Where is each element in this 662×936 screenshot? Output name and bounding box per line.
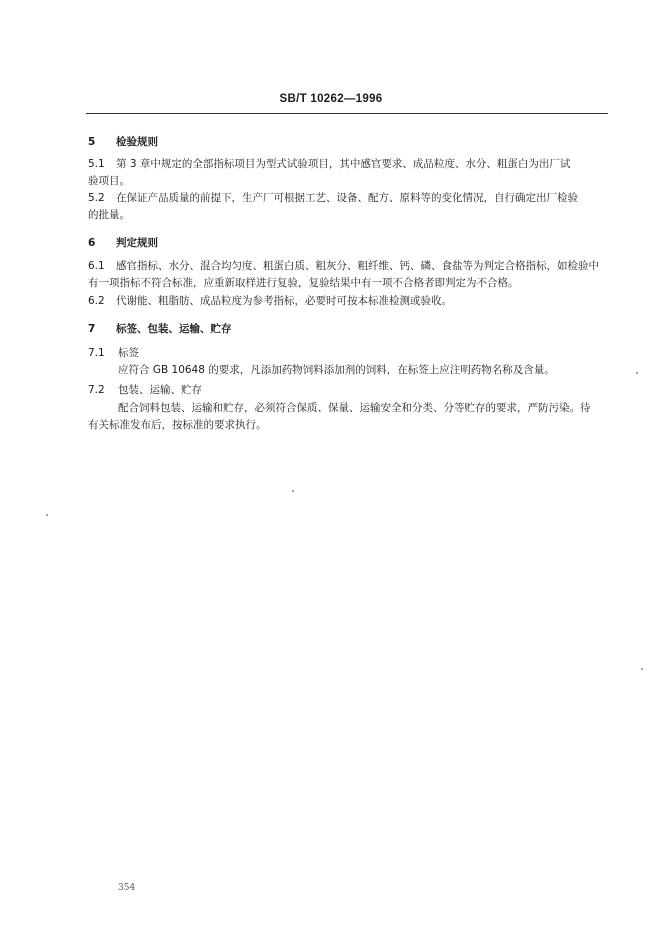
clause-text: 在保证产品质量的前提下，生产厂可根据工艺、设备、配方、原料等的变化情况，自行确定出厂检验 — [116, 192, 578, 204]
scan-speck — [636, 372, 638, 374]
clause-text: 感官指标、水分、混合均匀度、粗蛋白质、粗灰分、粗纤维、钙、磷、食盐等为判定合格指标，如检验中 — [116, 260, 599, 272]
section-number: 7 — [88, 323, 96, 335]
section-number: 5 — [88, 136, 96, 148]
clause-number: 5.2 — [88, 192, 105, 204]
clause-number: 6.1 — [88, 260, 105, 272]
section-title: 检验规则 — [116, 136, 158, 148]
clause-5-2 — [88, 191, 578, 205]
scan-speck — [292, 490, 294, 492]
clause-6-1-cont: 有一项指标不符合标准，应重新取样进行复验，复验结果中有一项不合格者即判定为不合格。 — [88, 277, 519, 289]
section-title: 判定规则 — [116, 237, 158, 249]
scan-speck — [641, 668, 643, 670]
section-5-heading — [88, 135, 158, 149]
clause-6-1 — [88, 259, 599, 273]
clause-title: 标签 — [118, 347, 139, 359]
clause-7-1-body: 应符合 GB 10648 的要求，凡添加药物饲料添加剂的饲料，在标签上应注明药物名称及含量。 — [118, 364, 555, 376]
clause-7-2-body-cont: 有关标准发布后，按标准的要求执行。 — [88, 419, 267, 431]
clause-title: 包装、运输、贮存 — [118, 384, 202, 396]
clause-6-2 — [88, 294, 452, 308]
section-7-heading — [88, 322, 232, 336]
header-rule — [86, 113, 608, 114]
clause-5-1-cont: 验项目。 — [88, 175, 130, 187]
standard-code: SB/T 10262—1996 — [279, 93, 383, 105]
clause-number: 7.1 — [88, 347, 105, 359]
section-number: 6 — [88, 237, 96, 249]
page-number: 354 — [118, 883, 136, 893]
clause-number: 7.2 — [88, 384, 105, 396]
scan-speck — [46, 514, 48, 516]
clause-number: 6.2 — [88, 295, 105, 307]
clause-7-1-heading — [88, 346, 139, 360]
clause-7-2-body: 配合饲料包装、运输和贮存，必须符合保质、保量、运输安全和分类、分等贮存的要求，严防污染。待 — [118, 402, 591, 414]
clause-text: 代谢能、粗脂肪、成品粒度为参考指标，必要时可按本标准检测或验收。 — [116, 295, 452, 307]
section-title: 标签、包装、运输、贮存 — [116, 323, 232, 335]
clause-text: 第 3 章中规定的全部指标项目为型式试验项目，其中感官要求、成品粒度、水分、粗蛋白为出厂试 — [116, 158, 571, 170]
clause-7-2-heading — [88, 383, 202, 397]
section-6-heading — [88, 236, 158, 250]
clause-5-2-cont: 的批量。 — [88, 209, 130, 221]
clause-5-1 — [88, 157, 570, 171]
clause-number: 5.1 — [88, 158, 105, 170]
